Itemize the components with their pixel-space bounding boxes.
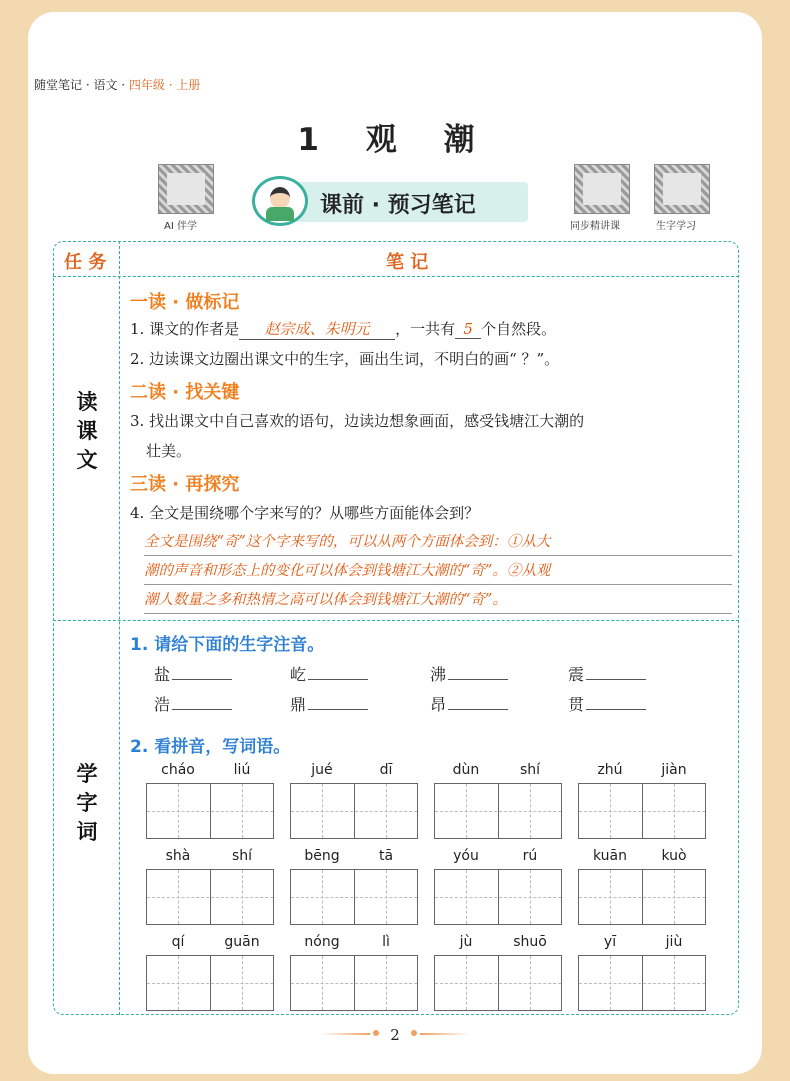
row-label-read xyxy=(54,388,120,475)
answer-4-line-1: 全文是围绕“奇”这个字来写的，可以从两个方面体会到：①从大 xyxy=(144,534,551,550)
pinyin-label: liú xyxy=(233,762,251,778)
answer-author: 赵宗成、朱明元 xyxy=(239,318,395,340)
pinyin-blank[interactable] xyxy=(308,696,368,710)
qr-label-ai: AI 伴学 xyxy=(164,221,197,232)
pinyin-label: zhú xyxy=(597,762,623,778)
pinyin-blank[interactable] xyxy=(586,696,646,710)
section-third-read: 三读 · 再探究 xyxy=(130,474,240,495)
writing-grid[interactable] xyxy=(290,955,418,1011)
answer-rule xyxy=(144,555,732,556)
section-second-read: 二读 · 找关键 xyxy=(130,382,240,403)
pinyin-blank[interactable] xyxy=(308,666,368,680)
pinyin-label: jiàn xyxy=(661,762,687,778)
char-item: 贯 xyxy=(568,692,646,715)
writing-grid[interactable] xyxy=(290,869,418,925)
question-1: 1. 课文的作者是 赵宗成、朱明元 ，一共有 5 个自然段。 xyxy=(130,320,557,338)
pinyin-label: shí xyxy=(519,762,541,778)
char-item: 沸 xyxy=(430,662,508,685)
qr-code-lesson[interactable] xyxy=(574,164,630,214)
writing-grid[interactable] xyxy=(290,783,418,839)
qr-code-chars[interactable] xyxy=(654,164,710,214)
pinyin-blank[interactable] xyxy=(172,666,232,680)
table-divider xyxy=(119,241,120,1015)
pinyin-label: rú xyxy=(522,848,538,864)
answer-rule xyxy=(144,613,732,614)
writing-grid[interactable] xyxy=(578,783,706,839)
col-task-header: 任 务 xyxy=(64,252,107,273)
writing-grid[interactable] xyxy=(146,955,274,1011)
book-header xyxy=(34,76,200,93)
pinyin-label: lì xyxy=(382,934,390,950)
header-grade: 四年级 · 上册 xyxy=(128,78,201,92)
page-number: 2 xyxy=(390,1026,400,1044)
answer-paragraphs: 5 xyxy=(455,320,481,339)
pinyin-blank[interactable] xyxy=(448,666,508,680)
pinyin-blank[interactable] xyxy=(586,666,646,680)
task-write-words: 2. 看拼音，写词语。 xyxy=(130,737,291,757)
header-book: 随堂笔记 · 语文 · xyxy=(34,78,129,92)
pinyin-label: nóng xyxy=(304,934,340,950)
row-label-words xyxy=(54,760,120,847)
pinyin-label: bēng xyxy=(304,848,340,864)
writing-grid[interactable] xyxy=(434,869,562,925)
pinyin-label: kuò xyxy=(661,848,687,864)
lesson-title: 1 观 潮 xyxy=(297,122,493,158)
answer-4 xyxy=(144,528,732,615)
pinyin-label: dùn xyxy=(452,762,480,778)
row-label-read-1: 读 xyxy=(76,390,98,414)
writing-grid[interactable] xyxy=(578,869,706,925)
question-4: 4. 全文是围绕哪个字来写的？从哪些方面能体会到？ xyxy=(130,504,480,522)
pinyin-label: jué xyxy=(311,762,333,778)
char-item: 震 xyxy=(568,662,646,685)
row-label-words-1: 学 xyxy=(76,762,98,786)
section-first-read: 一读 · 做标记 xyxy=(130,292,240,313)
char-item: 昂 xyxy=(430,692,508,715)
question-2: 2. 边读课文边圈出课文中的生字，画出生词，不明白的画“ ？”。 xyxy=(130,350,560,368)
pinyin-blank[interactable] xyxy=(172,696,232,710)
pinyin-label: kuān xyxy=(592,848,627,864)
table-header-rule xyxy=(53,276,739,277)
char-item: 屹 xyxy=(290,662,368,685)
qr-label-lesson: 同步精讲课 xyxy=(570,221,620,232)
row-label-words-2: 字 xyxy=(76,791,98,815)
row-label-read-3: 文 xyxy=(76,448,98,472)
col-notes-header: 笔 记 xyxy=(386,252,429,273)
table-row-rule xyxy=(53,620,739,621)
row-label-read-2: 课 xyxy=(76,419,98,443)
answer-rule xyxy=(144,584,732,585)
pinyin-label: jiù xyxy=(665,934,683,950)
question-3-line-2: 壮美。 xyxy=(146,442,192,460)
pinyin-label: guān xyxy=(224,934,260,950)
pinyin-label: yī xyxy=(603,934,617,950)
pinyin-label: cháo xyxy=(161,762,195,778)
writing-grid[interactable] xyxy=(578,955,706,1011)
char-item: 浩 xyxy=(154,692,232,715)
pinyin-blank[interactable] xyxy=(448,696,508,710)
pinyin-label: yóu xyxy=(453,848,479,864)
answer-4-line-3: 潮人数量之多和热情之高可以体会到钱塘江大潮的“奇”。 xyxy=(144,592,507,608)
qr-label-chars: 生字学习 xyxy=(656,221,696,232)
qr-code-ai[interactable] xyxy=(158,164,214,214)
pinyin-label: tā xyxy=(378,848,394,864)
banner-title: 课前 · 预习笔记 xyxy=(320,193,476,218)
answer-4-line-2: 潮的声音和形态上的变化可以体会到钱塘江大潮的“奇”。②从观 xyxy=(144,563,551,579)
task-pinyin-annotation: 1. 请给下面的生字注音。 xyxy=(130,635,325,655)
char-item: 鼎 xyxy=(290,692,368,715)
student-avatar-icon xyxy=(252,176,308,226)
pinyin-label: jù xyxy=(459,934,473,950)
writing-grid[interactable] xyxy=(146,869,274,925)
pinyin-label: shuō xyxy=(513,934,547,950)
char-item: 盐 xyxy=(154,662,232,685)
pinyin-label: shí xyxy=(231,848,253,864)
writing-grid[interactable] xyxy=(434,783,562,839)
pinyin-label: qí xyxy=(171,934,185,950)
writing-grid[interactable] xyxy=(146,783,274,839)
writing-grid[interactable] xyxy=(434,955,562,1011)
question-3-line-1: 3. 找出课文中自己喜欢的语句，边读边想象画面，感受钱塘江大潮的 xyxy=(130,412,585,430)
pinyin-label: shà xyxy=(165,848,191,864)
row-label-words-3: 词 xyxy=(76,820,98,844)
pinyin-label: dī xyxy=(379,762,393,778)
